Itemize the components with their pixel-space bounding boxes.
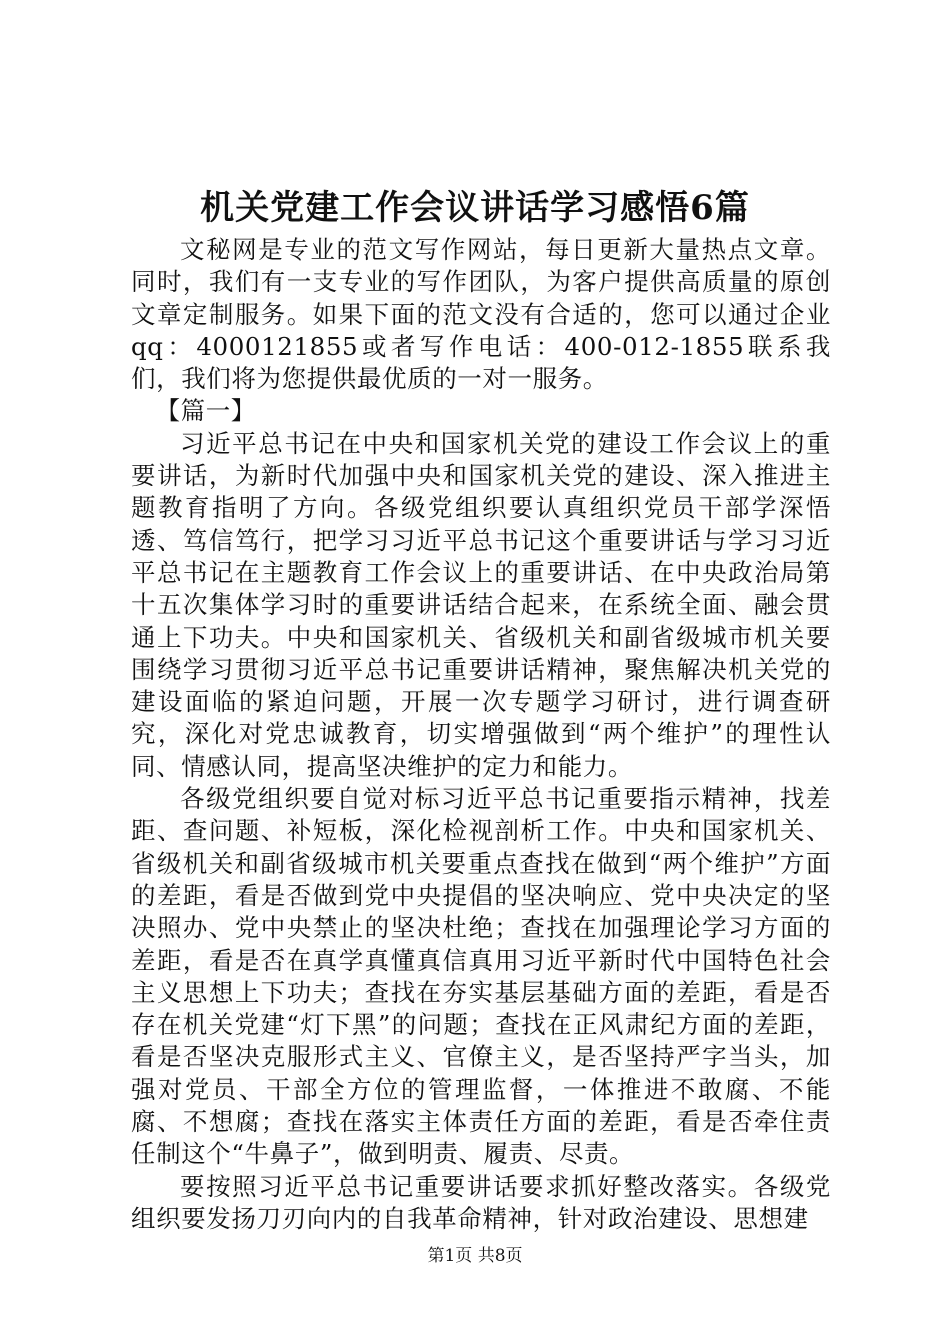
document-body [131,234,831,1235]
body-paragraph: 习近平总书记在中央和国家机关党的建设工作会议上的重要讲话，为新时代加强中央和国家机关党的建设、深入推进主题教育指明了方向。各级党组织要认真组织党员干部学深悟透、笃信笃行，把学习习近平总书记这个重要讲话与学习习近平总书记在主题教育工作会议上的重要讲话、在中央政治局第十五次集体学习时的重要讲话结合起来，在系统全面、融会贯通上下功夫。中央和国家机关、省级机关和副省级城市机关要围绕学习贯彻习近平总书记重要讲话精神，聚焦解决机关党的建设面临的紧迫问题，开展一次专题学习研讨，进行调查研究，深化对党忠诚教育，切实增强做到“两个维护”的理性认同、情感认同，提高坚决维护的定力和能力。 [131,428,831,781]
body-paragraph: 各级党组织要自觉对标习近平总书记重要指示精神，找差距、查问题、补短板，深化检视剖析工作。中央和国家机关、省级机关和副省级城市机关要重点查找在做到“两个维护”方面的差距，看是否做到党中央提倡的坚决响应、党中央决定的坚决照办、党中央禁止的坚决杜绝；查找在加强理论学习方面的差距，看是否在真学真懂真信真用习近平新时代中国特色社会主义思想上下功夫；查找在夯实基层基础方面的差距，看是否存在机关党建“灯下黑”的问题；查找在正风肃纪方面的差距，看是否坚决克服形式主义、官僚主义，是否坚持严字当头，加强对党员、干部全方位的管理监督，一体推进不敢腐、不能腐、不想腐；查找在落实主体责任方面的差距，看是否牵住责任制这个“牛鼻子”，做到明责、履责、尽责。 [131,784,831,1169]
body-paragraph: 要按照习近平总书记重要讲话要求抓好整改落实。各级党组织要发扬刀刃向内的自我革命精神，针对政治建设、思想建 [131,1171,831,1233]
section-heading: 【篇一】 [155,396,256,426]
page-title: 机关党建工作会议讲话学习感悟6篇 [200,188,750,228]
intro-paragraph: 文秘网是专业的范文写作网站，每日更新大量热点文章。同时，我们有一支专业的写作团队，为客户提供高质量的原创文章定制服务。如果下面的范文没有合适的，您可以通过企业qq：4000121855或者写作电话：400-012-1855联系我们，我们将为您提供最优质的一对一服务。 [131,235,831,394]
page-number-footer: 第1页 共8页 [427,1246,523,1266]
